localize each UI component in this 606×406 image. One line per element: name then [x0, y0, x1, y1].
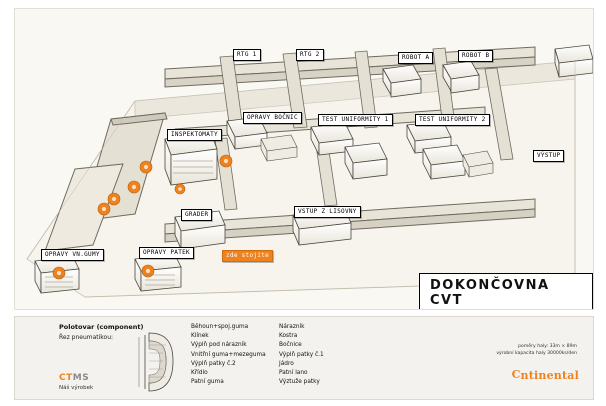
ctms-logo-ms: MS	[72, 373, 90, 383]
hall-dimensions: poměry haly: 33m × 89m	[518, 344, 577, 349]
station-label-opravy-vn-gumy[interactable]: OPRAVY VN.GUMY	[41, 249, 104, 261]
continental-logo-mark: C	[511, 368, 521, 381]
legend-item: Patní lano	[279, 370, 308, 377]
station-label-vystup[interactable]: VÝSTUP	[533, 150, 564, 162]
continental-logo-text: ntinental	[520, 369, 579, 382]
hall-capacity: výrobní kapacita haly 30000ks/den	[496, 351, 577, 356]
legend-column-left	[191, 323, 266, 387]
station-label-grader[interactable]: GRADER	[181, 209, 212, 221]
legend-header: Polotovar (component)	[59, 323, 144, 331]
legend-subheader: Řez pneumatikou:	[59, 334, 114, 341]
legend-column-right	[279, 323, 324, 387]
legend-item: Vnitřní guma+mezeguma	[191, 351, 266, 358]
ctms-logo-caption: Náš výrobek	[59, 385, 94, 391]
tire-cross-section-icon	[119, 331, 189, 393]
page-title: DOKONČOVNA CVT	[419, 273, 593, 310]
station-label-rtg-1[interactable]: RTG 1	[233, 49, 261, 61]
legend-item: Běhoun+spoj.guma	[191, 324, 249, 330]
station-label-robot-b[interactable]: ROBOT B	[458, 50, 493, 62]
legend-item: Nárazník	[279, 324, 305, 330]
station-label-vstup-z-lisovny[interactable]: VSTUP Z LISOVNY	[294, 206, 361, 218]
legend-item: Klínek	[191, 333, 209, 340]
legend-item: Kostra	[279, 333, 298, 340]
station-label-rtg-2[interactable]: RTG 2	[296, 49, 324, 61]
legend-item: Výztuže patky	[279, 379, 320, 386]
station-label-opravy-patek[interactable]: OPRAVY PATEK	[139, 247, 194, 259]
hall-metadata	[496, 343, 577, 357]
station-label-inspektomaty[interactable]: INSPEKTOMATY	[167, 129, 222, 141]
station-label-test-uniformity-2[interactable]: TEST UNIFORMITY 2	[415, 114, 490, 126]
station-label-robot-a[interactable]: ROBOT A	[398, 52, 433, 64]
legend-item: Jádro	[279, 360, 294, 367]
factory-floor-plan	[14, 8, 594, 310]
ctms-logo-ct: CT	[59, 373, 73, 383]
ctms-logo	[59, 373, 89, 383]
legend-item: Křídlo	[191, 370, 208, 377]
legend-item: Výplň patky č.2	[191, 360, 236, 367]
legend-item: Patní guma	[191, 379, 224, 386]
tire-cross-section-legend	[14, 316, 594, 400]
station-label-test-uniformity-1[interactable]: TEST UNIFORMITY 1	[318, 114, 393, 126]
legend-item: Výplň pod nárazník	[191, 342, 247, 349]
station-label-opravy-bocnic[interactable]: OPRAVY BOČNIC	[243, 112, 302, 124]
continental-logo	[512, 369, 579, 382]
you-are-here-marker[interactable]: zde stojíte	[222, 250, 273, 262]
legend-item: Výplň patky č.1	[279, 351, 324, 358]
legend-item: Bočnice	[279, 342, 302, 349]
